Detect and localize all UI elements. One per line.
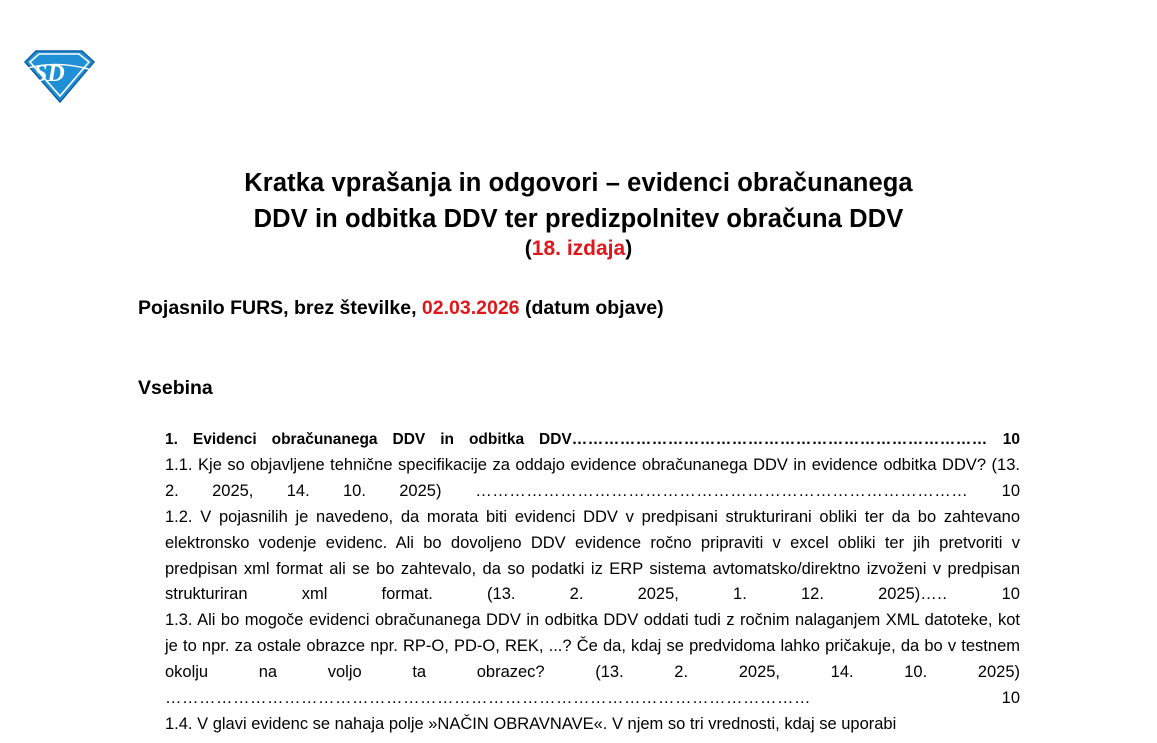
subtitle-suffix: (datum objave) [519,297,664,319]
toc-entry[interactable] [165,453,1020,505]
toc-page-number: 10 [1002,431,1021,448]
toc-page-number: 10 [1001,689,1020,708]
edition-close-paren: ) [625,237,633,260]
sd-logo-icon [22,48,96,104]
toc-leader: ….. [920,585,948,604]
edition-open-paren: ( [524,237,532,260]
toc-entry[interactable] [165,608,1020,712]
toc-entry-text: 1.4. V glavi evidenc se nahaja polje »NAČIN OBRAVNAVE«. V njem so tri vrednosti, kdaj se uporabi [165,714,897,733]
toc-entry-text: 1. Evidenci obračunanega DDV in odbitka DDV [165,431,572,448]
document-subtitle [138,295,664,321]
toc-leader: …………………………………………………………………………………………………… [165,689,811,708]
toc-page-number: 10 [1001,585,1020,604]
edition-label [0,235,1157,263]
toc-page-number: 10 [1001,481,1020,500]
svg-text:SD: SD [34,61,65,87]
toc-entry-text: 1.3. Ali bo mogoče evidenci obračunanega DDV in odbitka DDV oddati tudi z ročnim nalaganjem XML datoteke, kot je to npr. za ostale obrazce npr. RP-O, PD-O, REK, ...? Če da, kdaj se predvidoma lahko pričakuje, da bo v testnem okolju na voljo ta obrazec? (13. 2. 2025, 14. 10. 2025) [165,611,1020,682]
toc-leader: …………………………………………………………………… [571,431,988,448]
toc-entry-text: 1.1. Kje so objavljene tehnične specifikacije za oddajo evidence obračunanega DDV in evidence odbitka DDV? (13. 2. 2025, 14. 10. 2025) [165,455,1020,500]
toc-entry-text: 1.2. V pojasnilih je navedeno, da morata biti evidenci DDV v predpisani strukturirani obliki ter da bo zahtevano elektronsko vodenje evidenc. Ali bo dovoljeno DDV evidence ročno pripraviti v excel obliki ter jih pretvoriti v predpisan xml format ali se bo zahtevalo, da so podatki iz ERP sistema avtomatsko/direktno izvoženi v predpisan strukturiran xml format. (13. 2. 2025, 1. 12. 2025) [165,507,1020,604]
toc-leader: …………………………………………………………………………… [441,481,969,500]
toc-entry[interactable] [165,427,1020,453]
subtitle-prefix: Pojasnilo FURS, brez številke, [138,297,422,319]
edition-number: 18. izdaja [531,237,626,260]
publication-date: 02.03.2026 [421,297,520,319]
document-title [0,165,1157,263]
title-line-1: Kratka vprašanja in odgovori – evidenci obračunanega [244,169,913,197]
table-of-contents [165,427,1020,738]
toc-heading: Vsebina [138,377,213,399]
toc-entry[interactable] [165,712,1020,738]
toc-entry[interactable] [165,505,1020,609]
title-line-2: DDV in odbitka DDV ter predizpolnitev obračuna DDV [253,205,904,233]
